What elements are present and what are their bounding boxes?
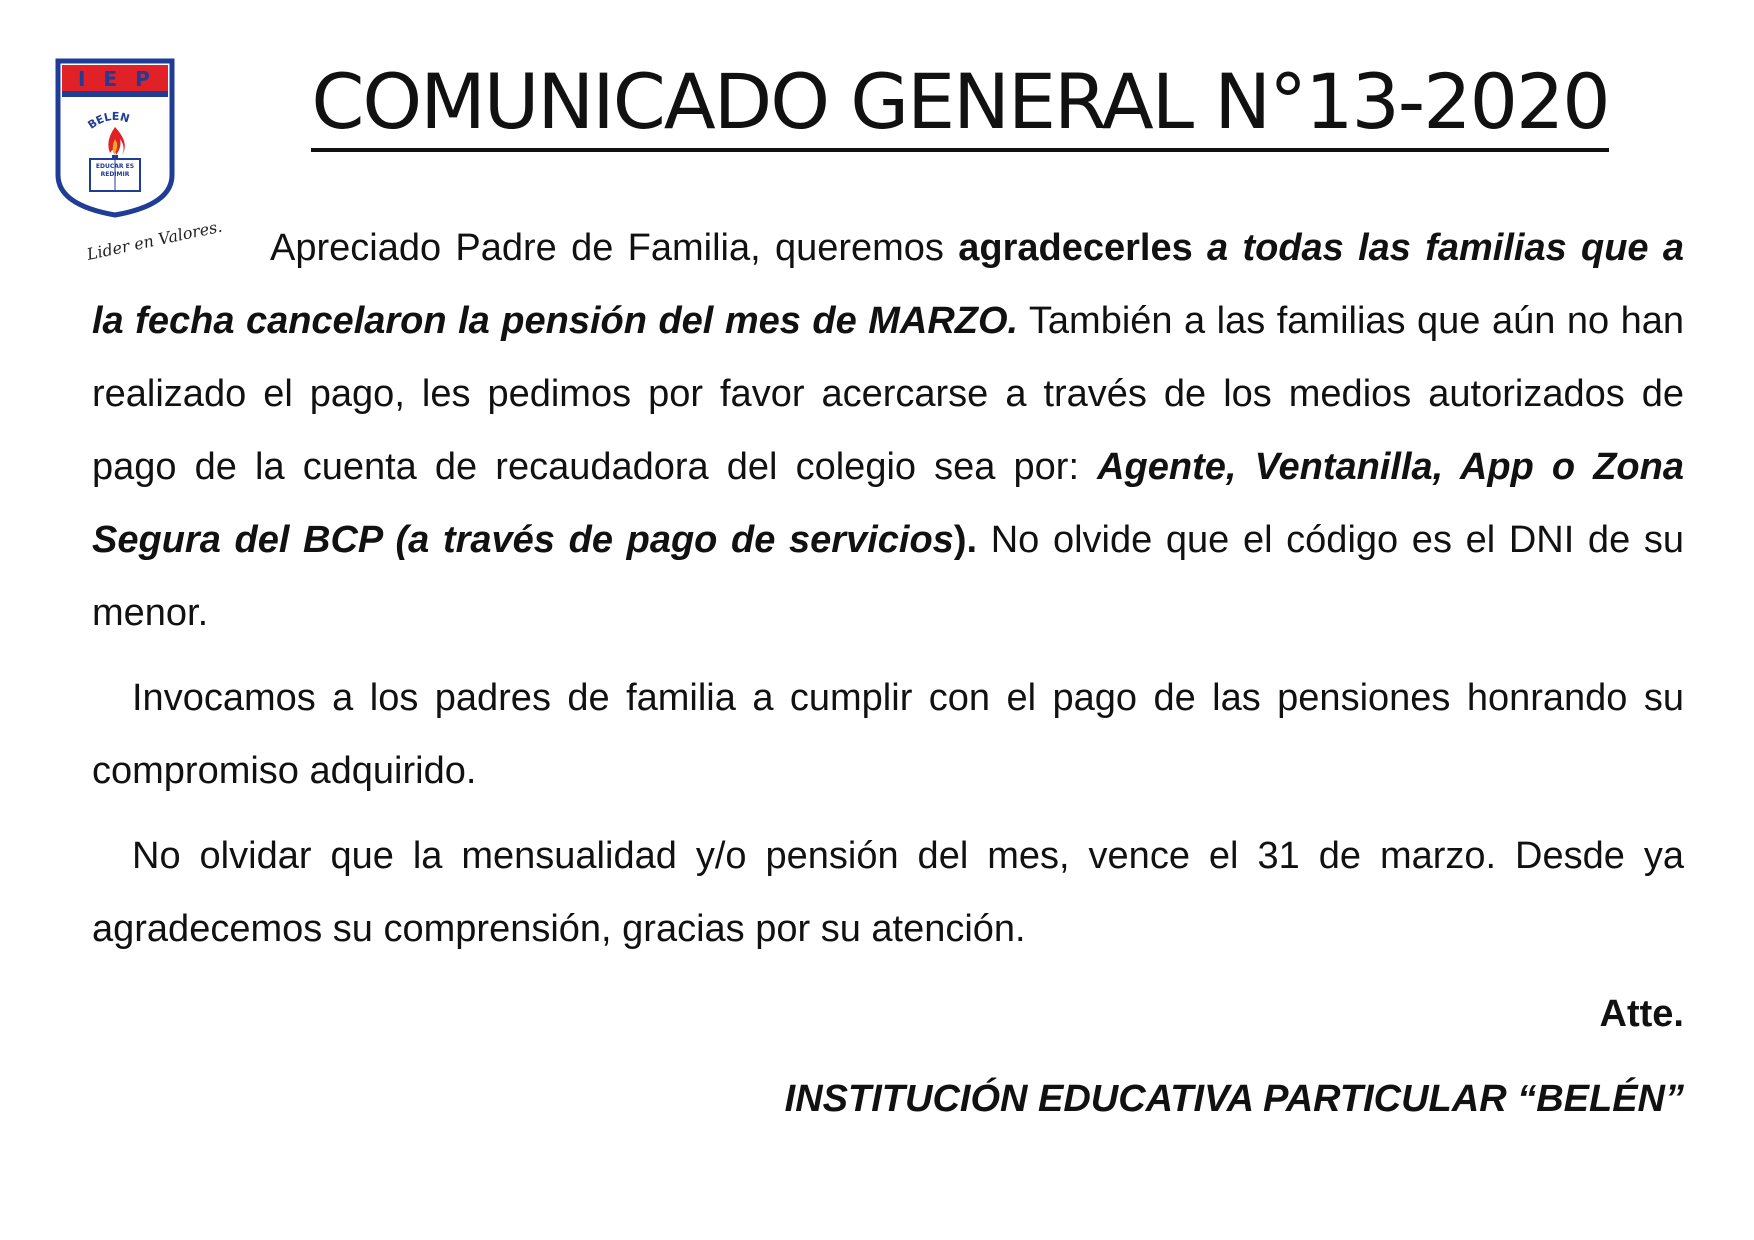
closing-atte: Atte. bbox=[1599, 993, 1684, 1035]
document-body bbox=[92, 212, 1684, 1148]
p1-text-3: No olvide que el código es el DNI de su menor. bbox=[92, 519, 1684, 634]
document-title bbox=[300, 57, 1620, 146]
logo-arc-text: BELEN bbox=[85, 109, 132, 132]
p1-text-1: Apreciado Padre de Familia, queremos bbox=[270, 227, 959, 269]
logo-book-text: EDUCAR ES REDIMIR bbox=[95, 163, 135, 178]
signature-institution: INSTITUCIÓN EDUCATIVA PARTICULAR “BELÉN” bbox=[784, 1078, 1684, 1120]
p1-bold-1: agradecerles bbox=[958, 227, 1208, 269]
p1-text-2: También a las familias que aún no han realizado el pago, les pedimos por favor acercarse a través de los medios autorizados de pago de la cuenta de recaudadora del colegio sea por: bbox=[92, 300, 1684, 488]
paragraph-3: No olvidar que la mensualidad y/o pensión del mes, vence el 31 de marzo. Desde ya agradecemos su comprensión, gracias por su atención. bbox=[92, 835, 1684, 950]
p1-bold-italic-2: Agente, Ventanilla, App o Zona Segura del BCP (a través de pago de servicios bbox=[92, 446, 1684, 561]
p1-bold-2: ). bbox=[953, 519, 978, 561]
paragraph-1 bbox=[92, 212, 1684, 650]
p1-bold-italic-1: a todas las familias que a la fecha cancelaron la pensión del mes de MARZO. bbox=[92, 227, 1684, 342]
paragraph-2: Invocamos a los padres de familia a cumplir con el pago de las pensiones honrando su compromiso adquirido. bbox=[92, 677, 1684, 792]
logo-motto: Lider en Valores. bbox=[85, 216, 224, 264]
document-title-text: COMUNICADO GENERAL N°13-2020 bbox=[311, 57, 1608, 152]
logo-top-letters: IEP bbox=[78, 67, 168, 91]
